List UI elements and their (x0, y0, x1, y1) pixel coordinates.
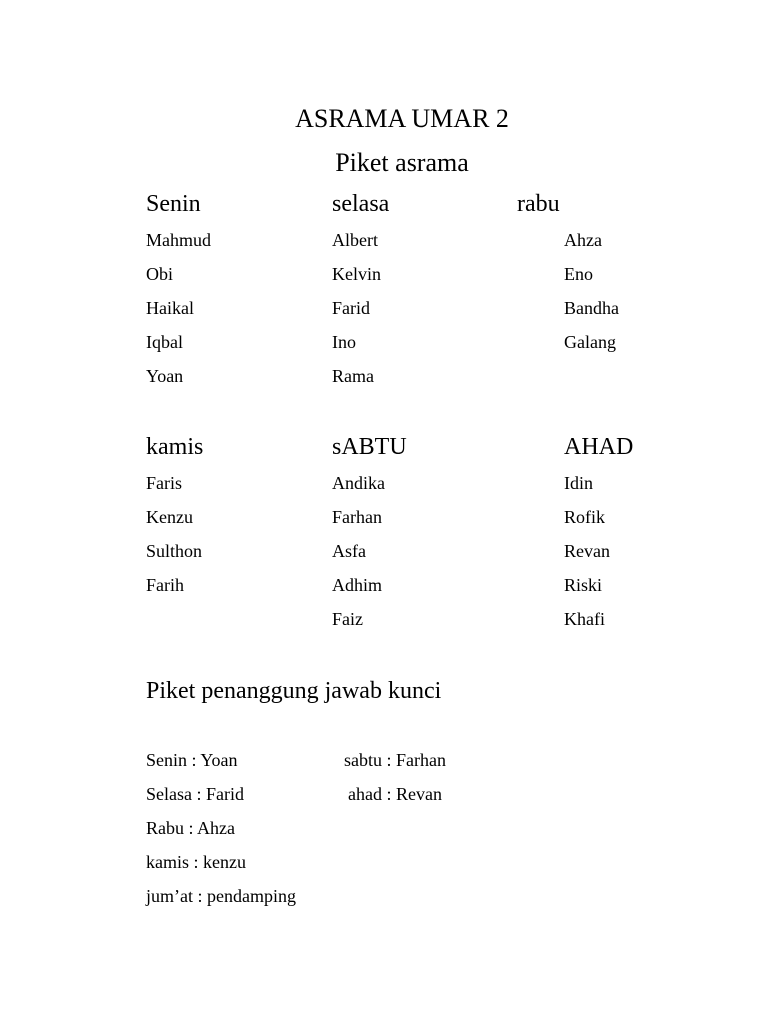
list-item: Haikal (146, 298, 194, 318)
day-header-ahad: AHAD (564, 434, 634, 460)
list-item: Rofik (564, 507, 606, 527)
list-item: Sulthon (146, 541, 203, 561)
page-title: ASRAMA UMAR 2 (295, 104, 509, 133)
list-item: Khafi (564, 609, 605, 629)
day-header-rabu: rabu (517, 191, 560, 217)
page-subtitle: Piket asrama (335, 148, 469, 177)
list-item: Rama (332, 366, 374, 386)
list-item: Faiz (332, 609, 363, 629)
key-duty-row: ahad : Revan (348, 784, 442, 804)
list-item: Bandha (564, 298, 619, 318)
key-duty-heading: Piket penanggung jawab kunci (146, 678, 442, 704)
list-item: Kelvin (332, 264, 381, 284)
list-item: Mahmud (146, 230, 211, 250)
list-item: Obi (146, 264, 173, 284)
list-item: Asfa (332, 541, 366, 561)
day-header-sabtu: sABTU (332, 434, 407, 460)
key-duty-row: Rabu : Ahza (146, 818, 235, 838)
list-item: Andika (332, 473, 385, 493)
key-duty-row: jum’at : pendamping (146, 886, 296, 906)
list-item: Farih (146, 575, 184, 595)
list-item: Adhim (332, 575, 383, 595)
list-item: Farid (332, 298, 370, 318)
list-item: Galang (564, 332, 616, 352)
day-header-selasa: selasa (332, 191, 390, 217)
key-duty-row: Senin : Yoan (146, 750, 238, 770)
list-item: Idin (564, 473, 593, 493)
key-duty-row: Selasa : Farid (146, 784, 244, 804)
list-item: Eno (564, 264, 593, 284)
list-item: Yoan (146, 366, 184, 386)
key-duty-row: sabtu : Farhan (344, 750, 446, 770)
list-item: Revan (564, 541, 610, 561)
list-item: Ino (332, 332, 356, 352)
list-item: Farhan (332, 507, 382, 527)
list-item: Iqbal (146, 332, 183, 352)
list-item: Riski (564, 575, 603, 595)
list-item: Faris (146, 473, 182, 493)
key-duty-row: kamis : kenzu (146, 852, 246, 872)
list-item: Kenzu (146, 507, 193, 527)
day-header-kamis: kamis (146, 434, 204, 460)
list-item: Albert (332, 230, 378, 250)
list-item: Ahza (564, 230, 602, 250)
day-header-senin: Senin (146, 191, 201, 217)
